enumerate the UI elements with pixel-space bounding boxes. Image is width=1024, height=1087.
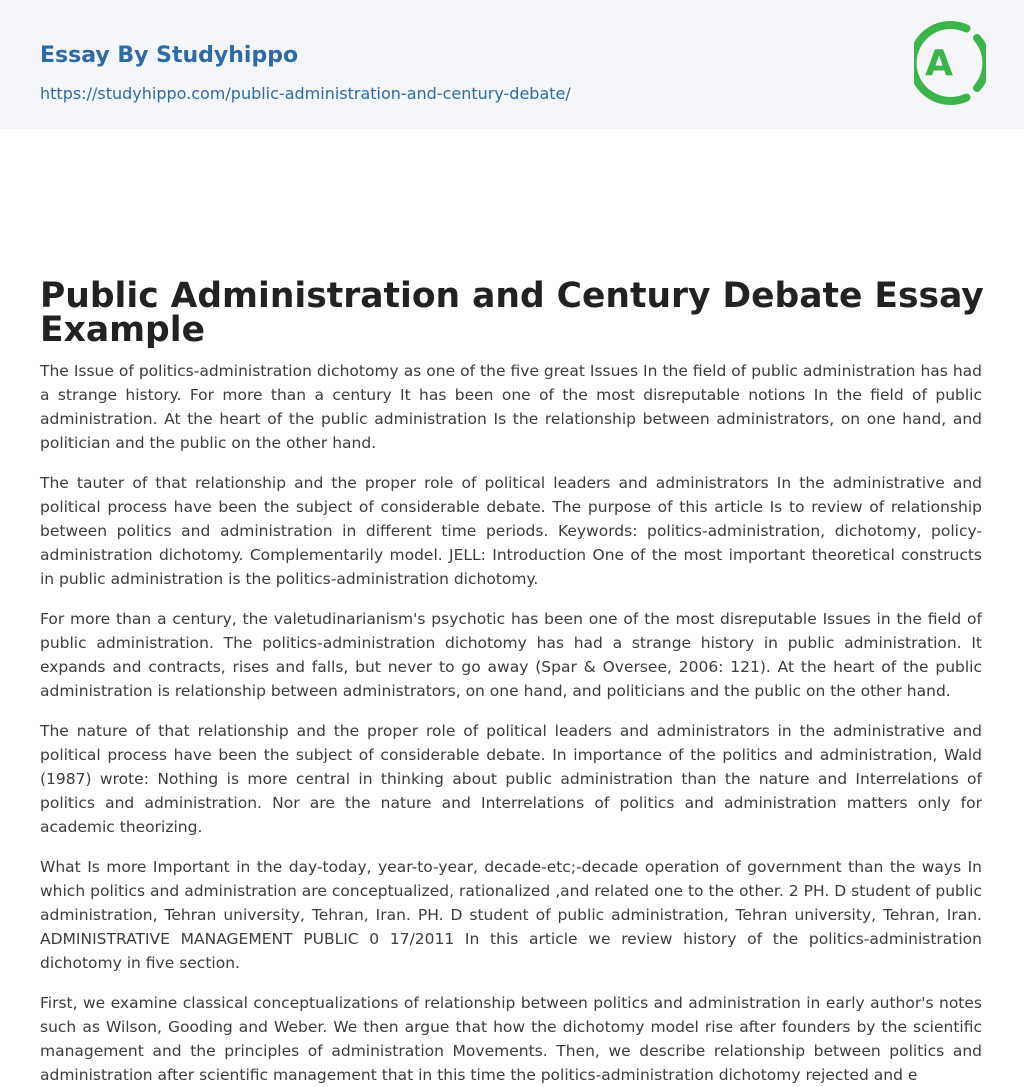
- essay-article: [0, 129, 1024, 1087]
- brand-title[interactable]: Essay By Studyhippo: [40, 43, 299, 68]
- logo-letter: A: [925, 43, 953, 84]
- essay-paragraph: The Issue of politics-administration dichotomy as one of the five great Issues In the field of public administration has had a strange history. For more than a century It has been one of the most disreputable notions In the field of public administration. At the heart of the public administration Is the relationship between administrators, on one hand, and politician and the public on the other hand.: [40, 362, 982, 452]
- essay-title: Public Administration and Century Debate Essay Example: [40, 276, 984, 350]
- essay-paragraph: The nature of that relationship and the proper role of political leaders and administrators in the administrative and political process have been the subject of considerable debate. In importance of the politics and administration, Wald (1987) wrote: Nothing is more central in thinking about public administration than the nature and Interrelations of politics and administration. Nor are the nature and Interrelations of politics and administration matters only for academic theorizing.: [40, 722, 982, 836]
- essay-body: [0, 347, 1024, 1087]
- essay-paragraph: First, we examine classical conceptualizations of relationship between politics and administration in early author's notes such as Wilson, Gooding and Weber. We then argue that how the dichotomy model rise after founders by the scientific management and the principles of administration Movements. Then, we describe relationship between politics and administration after scientific management that in this time the politics-administration dichotomy rejected and e: [40, 994, 982, 1084]
- essay-paragraph: The tauter of that relationship and the proper role of political leaders and administrators In the administrative and political process have been the subject of considerable debate. The purpose of this article Is to review of relationship between politics and administration in different time periods. Keywords: politics-administration, dichotomy, policy-administration dichotomy. Complementarily model. JELL: Introduction One of the most important theoretical constructs in public administration is the politics-administration dichotomy.: [40, 474, 982, 588]
- essay-paragraph: For more than a century, the valetudinarianism's psychotic has been one of the most disreputable Issues in the field of public administration. The politics-administration dichotomy has had a strange history in public administration. It expands and contracts, rises and falls, but never to go away (Spar & Oversee, 2006: 121). At the heart of the public administration is relationship between administrators, on one hand, and politicians and the public on the other hand.: [40, 610, 982, 700]
- site-header: [0, 0, 1024, 129]
- studyhippo-logo-icon[interactable]: [914, 20, 986, 106]
- essay-paragraph: What Is more Important in the day-today, year-to-year, decade-etc;-decade operation of government than the ways In which politics and administration are conceptualized, rationalized ,and related one to the other. 2 PH. D student of public administration, Tehran university, Tehran, Iran. PH. D student of public administration, Tehran university, Tehran, Iran. ADMINISTRATIVE MANAGEMENT PUBLIC 0 17/2011 In this article we review history of the politics-administration dichotomy in five section.: [40, 858, 982, 972]
- source-url-link[interactable]: https://studyhippo.com/public-administration-and-century-debate/: [40, 84, 571, 103]
